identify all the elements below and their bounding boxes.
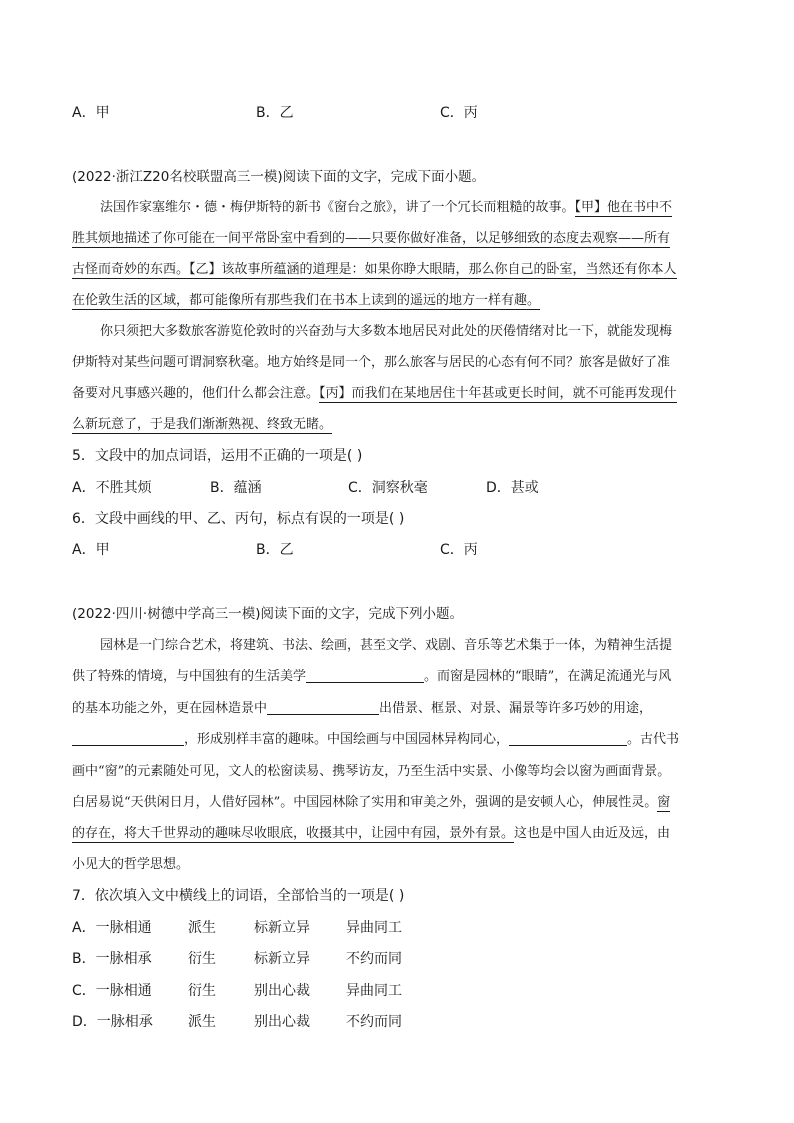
set2-line1: 园林是一门综合艺术，将建筑、书法、绘画，甚至文学、戏剧、音乐等艺术集于一体，为精神生活提 xyxy=(100,638,673,653)
q7-option-d-word2: 派生 xyxy=(188,1014,216,1030)
underline-jia: 【甲】他在书中不 xyxy=(574,200,673,215)
q4-option-c[interactable]: C．丙 xyxy=(440,105,478,121)
q7-option-b-word3: 标新立异 xyxy=(254,951,310,967)
q7-option-d-word3: 别出心裁 xyxy=(254,1014,310,1030)
q7-option-a-word3: 标新立异 xyxy=(254,920,310,936)
blank-1[interactable] xyxy=(306,668,424,683)
q7-option-c-word4: 异曲同工 xyxy=(346,983,402,999)
set1-p1-line3: 古怪而奇妙的东西。【乙】该故事所蕴涵的道理是：如果你睁大眼睛，那么你自己的卧室，当然还有你本人 xyxy=(72,262,677,277)
blank-4[interactable] xyxy=(509,731,627,746)
underline-yi: 【乙】该故事所蕴涵的道理是：如果你睁大眼睛，那么你自己的卧室，当然还有你本人 xyxy=(189,262,677,277)
q5-option-c[interactable]: C．洞察秋毫 xyxy=(348,480,428,496)
set2-line5: 画中“窗”的元素随处可见，文人的松窗读易、携琴访友，乃至生活中实景、小像等均会以窗为画面背景。 xyxy=(72,764,671,779)
set1-p1-line1: 法国作家塞维尔・德・梅伊斯特的新书《窗台之旅》，讲了一个冗长而粗糙的故事。【甲】他在书中不 xyxy=(100,200,673,215)
q7-option-d[interactable]: D．一脉相承 xyxy=(72,1014,153,1030)
q7-option-c[interactable]: C．一脉相通 xyxy=(72,983,152,999)
blank-3[interactable] xyxy=(72,731,184,746)
set1-p1-line4: 在伦敦生活的区域，都可能像所有那些我们在书本上读到的遥远的地方一样有趣。 xyxy=(72,293,541,308)
set2-line7: 的存在，将大千世界动的趣味尽收眼底，收摄其中，让园中有园，景外有景。这也是中国人由近及远，由 xyxy=(72,826,671,841)
q7-option-a-word4: 异曲同工 xyxy=(346,920,402,936)
set2-line8: 小见大的哲学思想。 xyxy=(72,857,190,872)
q6-option-a[interactable]: A．甲 xyxy=(72,542,110,558)
q7-option-d-word4: 不约而同 xyxy=(346,1014,402,1030)
q4-option-a[interactable]: A．甲 xyxy=(72,105,110,121)
set1-p2-line2: 伊斯特对某些问题可谓洞察秋毫。地方始终是同一个，那么旅客与居民的心态有何不同？旅客是做好了准 xyxy=(72,355,671,370)
q5-option-d[interactable]: D．甚或 xyxy=(486,480,539,496)
q6-option-c[interactable]: C．丙 xyxy=(440,542,478,558)
q7-option-c-word2: 衍生 xyxy=(188,983,216,999)
q7-option-b-word4: 不约而同 xyxy=(346,951,402,967)
blank-2[interactable] xyxy=(267,700,379,715)
underline-bing: 【丙】而我们在某地居住十年甚或更长时间，就不可能再发现什 xyxy=(319,386,677,401)
q7-option-a-word2: 派生 xyxy=(188,920,216,936)
set2-line4: ，形成别样丰富的趣味。中国绘画与中国园林异构同心， 。古代书 xyxy=(72,728,679,747)
set2-line6: 白居易说“天供闲日月，人借好园林”。中国园林除了实用和审美之外，强调的是安顿人心，伸展性灵。窗 xyxy=(72,795,671,810)
q5-option-a[interactable]: A．不胜其烦 xyxy=(72,480,152,496)
set2-line2: 供了特殊的情境，与中国独有的生活美学 。而窗是园林的“眼睛”，在满足流通光与风 xyxy=(72,669,672,684)
set1-p2-line4: 么新玩意了，于是我们渐渐熟视、终致无睹。 xyxy=(72,417,333,432)
q7-option-b[interactable]: B．一脉相承 xyxy=(72,951,152,967)
q7-option-a[interactable]: A．一脉相通 xyxy=(72,920,152,936)
q6-option-b[interactable]: B．乙 xyxy=(256,542,294,558)
set1-p1-line2: 胜其烦地描述了你可能在一间平常卧室中看到的——只要你做好准备，以足够细致的态度去观察——所有 xyxy=(72,231,671,246)
q5-option-b[interactable]: B．蕴涵 xyxy=(210,480,262,496)
q4-option-b[interactable]: B．乙 xyxy=(256,105,294,121)
set1-source: (2022·浙江Z20名校联盟高三一模)阅读下面的文字，完成下面小题。 xyxy=(72,169,486,185)
set1-p2-line1: 你只须把大多数旅客游览伦敦时的兴奋劲与大多数本地居民对此处的厌倦情绪对比一下，就能发现梅 xyxy=(100,324,673,339)
set1-p2-line3: 备要对凡事感兴趣的，他们什么都会注意。【丙】而我们在某地居住十年甚或更长时间，就不可能再发现什 xyxy=(72,386,677,401)
underline-sentence: 窗 xyxy=(657,795,671,810)
q7-option-c-word3: 别出心裁 xyxy=(254,983,310,999)
set2-line3: 的基本功能之外，更在园林造景中 出借景、框景、对景、漏景等许多巧妙的用途， xyxy=(72,701,653,716)
question-7: 7．依次填入文中横线上的词语，全部恰当的一项是( ) xyxy=(72,888,405,904)
question-6: 6．文段中画线的甲、乙、丙句，标点有误的一项是( ) xyxy=(72,511,405,527)
q7-option-b-word2: 衍生 xyxy=(188,951,216,967)
set2-source: (2022·四川·树德中学高三一模)阅读下面的文字，完成下列小题。 xyxy=(72,606,463,622)
question-5: 5．文段中的加点词语，运用不正确的一项是( ) xyxy=(72,448,363,464)
